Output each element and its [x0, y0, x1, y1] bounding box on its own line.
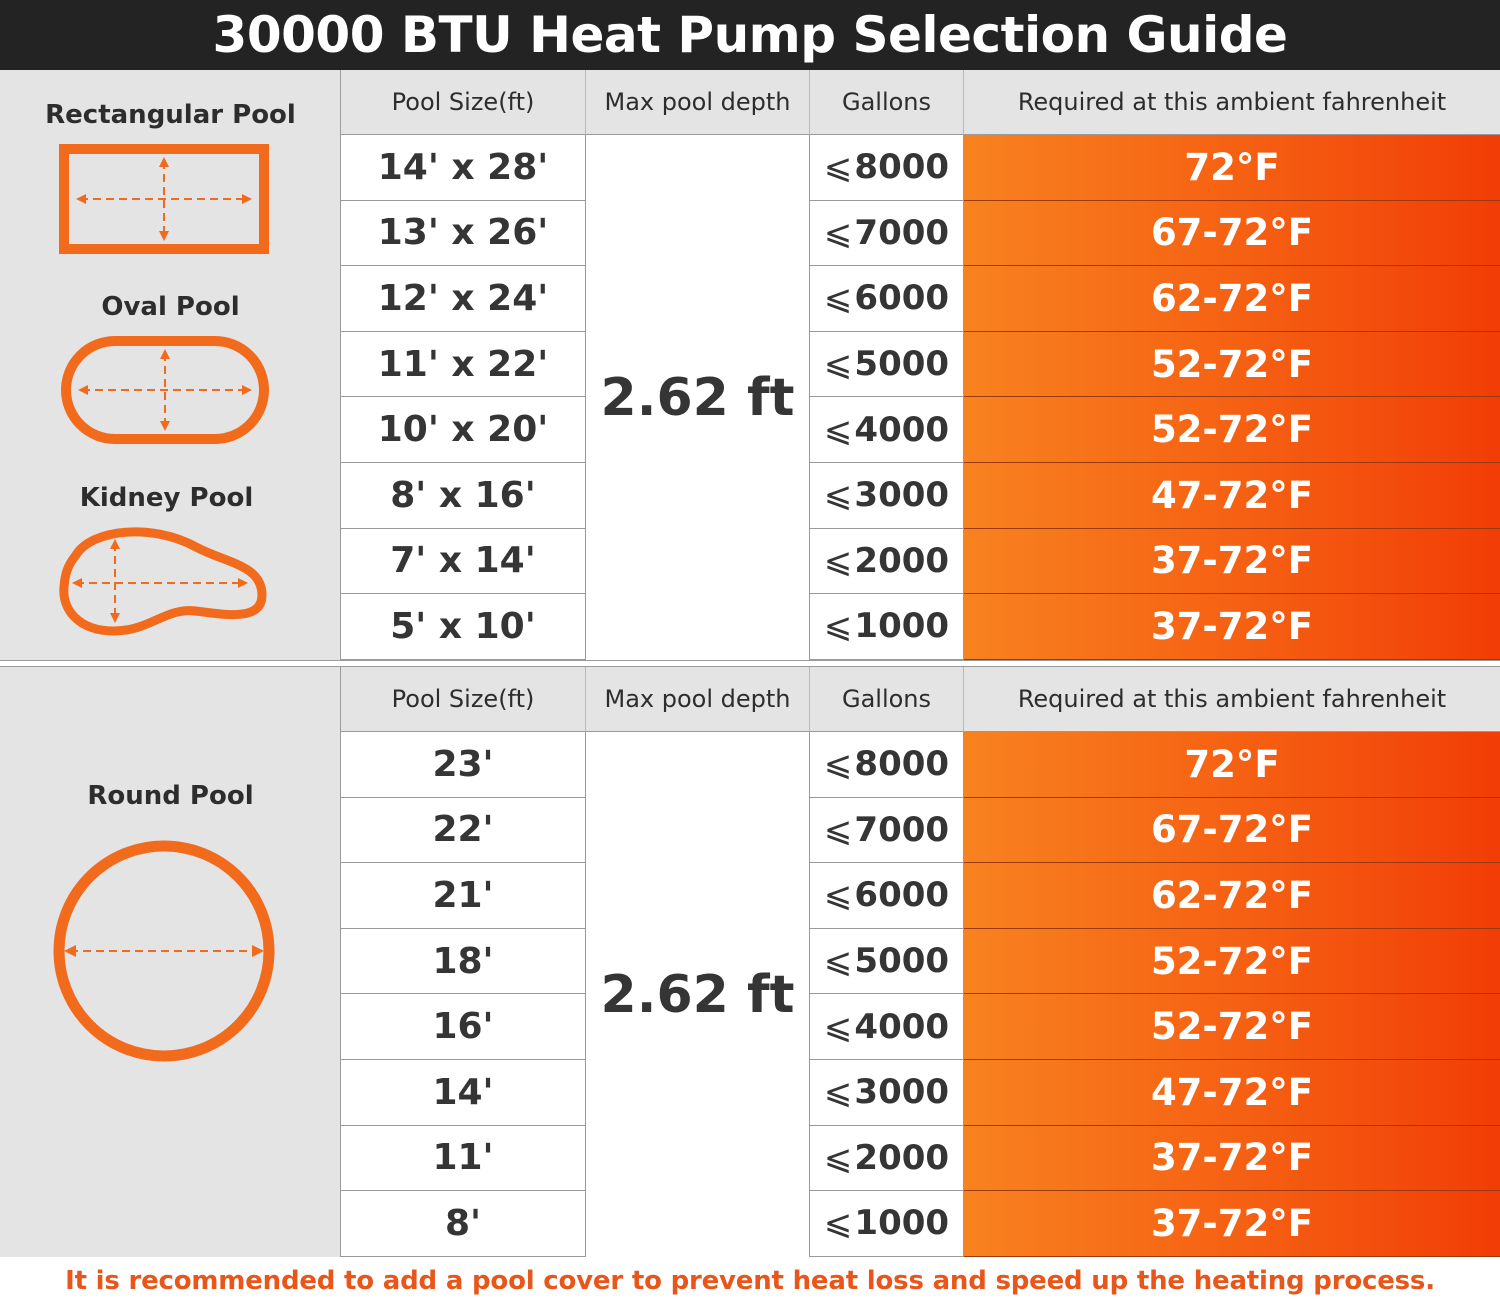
ambient-temp-cell: 52-72°F [964, 332, 1500, 398]
ambient-temp-cell: 47-72°F [964, 1060, 1500, 1126]
less-equal-symbol: ⩽ [823, 744, 853, 785]
ambient-temp-cell: 52-72°F [964, 397, 1500, 463]
less-equal-symbol: ⩽ [823, 409, 853, 450]
gallons-cell [810, 201, 964, 267]
header-pool-size: Pool Size(ft) [341, 667, 586, 732]
less-equal-symbol: ⩽ [823, 1137, 853, 1178]
gallons-cell [810, 332, 964, 398]
ambient-temp-cell: 47-72°F [964, 463, 1500, 529]
header-pool-size: Pool Size(ft) [341, 70, 586, 135]
ambient-temp-cell: 37-72°F [964, 1191, 1500, 1257]
ambient-temp-cell: 52-72°F [964, 929, 1500, 995]
gallons-value: 8000 [854, 744, 950, 785]
less-equal-symbol: ⩽ [823, 875, 853, 916]
gallons-cell [810, 732, 964, 798]
pool-size-cell: 14' x 28' [341, 135, 586, 201]
header-gallons: Gallons [810, 70, 964, 135]
gallons-cell [810, 1191, 964, 1257]
max-depth-value: 2.62 ft [586, 135, 810, 660]
ambient-temp-cell: 62-72°F [964, 266, 1500, 332]
ambient-temp-cell: 62-72°F [964, 863, 1500, 929]
oval-pool-icon [60, 335, 270, 445]
gallons-value: 8000 [854, 147, 950, 188]
less-equal-symbol: ⩽ [823, 1006, 853, 1047]
ambient-temp-cell: 67-72°F [964, 798, 1500, 864]
ambient-temp-cell: 72°F [964, 135, 1500, 201]
less-equal-symbol: ⩽ [823, 941, 853, 982]
gallons-value: 4000 [854, 409, 950, 450]
gallons-value: 7000 [854, 809, 950, 850]
gallons-value: 5000 [854, 344, 950, 385]
shape-label-oval: Oval Pool [101, 292, 240, 322]
gallons-cell [810, 1126, 964, 1192]
gallons-cell [810, 463, 964, 529]
gallons-value: 1000 [854, 606, 950, 647]
pool-size-cell: 14' [341, 1060, 586, 1126]
pool-size-cell: 18' [341, 929, 586, 995]
less-equal-symbol: ⩽ [823, 1203, 853, 1244]
section-round [0, 667, 1500, 1257]
gallons-cell [810, 135, 964, 201]
less-equal-symbol: ⩽ [823, 147, 853, 188]
ambient-temp-cell: 72°F [964, 732, 1500, 798]
pool-size-cell: 8' [341, 1191, 586, 1257]
max-depth-value: 2.62 ft [586, 732, 810, 1257]
gallons-value: 6000 [854, 278, 950, 319]
gallons-value: 3000 [854, 1072, 950, 1113]
gallons-value: 7000 [854, 212, 950, 253]
ambient-temp-cell: 37-72°F [964, 594, 1500, 660]
gallons-value: 1000 [854, 1203, 950, 1244]
gallons-cell [810, 863, 964, 929]
pool-size-cell: 21' [341, 863, 586, 929]
header-gallons: Gallons [810, 667, 964, 732]
gallons-value: 6000 [854, 875, 950, 916]
pool-size-cell: 16' [341, 994, 586, 1060]
gallons-cell [810, 594, 964, 660]
less-equal-symbol: ⩽ [823, 344, 853, 385]
pool-shapes-panel [0, 70, 341, 660]
page-title: 30000 BTU Heat Pump Selection Guide [0, 0, 1500, 70]
less-equal-symbol: ⩽ [823, 809, 853, 850]
pool-size-cell: 13' x 26' [341, 201, 586, 267]
gallons-value: 2000 [854, 1137, 950, 1178]
section-rect-oval-kidney [0, 70, 1500, 660]
pool-size-cell: 22' [341, 798, 586, 864]
shape-label-kidney: Kidney Pool [79, 483, 254, 513]
ambient-temp-cell: 67-72°F [964, 201, 1500, 267]
ambient-temp-cell: 37-72°F [964, 1126, 1500, 1192]
gallons-cell [810, 397, 964, 463]
gallons-cell [810, 994, 964, 1060]
gallons-value: 3000 [854, 475, 950, 516]
gallons-value: 5000 [854, 941, 950, 982]
pool-shapes-panel [0, 667, 341, 1257]
pool-size-cell: 10' x 20' [341, 397, 586, 463]
gallons-value: 4000 [854, 1006, 950, 1047]
ambient-temp-cell: 52-72°F [964, 994, 1500, 1060]
section-divider [0, 660, 1500, 667]
pool-size-cell: 11' [341, 1126, 586, 1192]
header-max-depth: Max pool depth [586, 70, 810, 135]
pool-size-cell: 5' x 10' [341, 594, 586, 660]
gallons-cell [810, 798, 964, 864]
gallons-cell [810, 529, 964, 595]
shape-label-round: Round Pool [87, 781, 254, 811]
gallons-cell [810, 1060, 964, 1126]
pool-size-cell: 8' x 16' [341, 463, 586, 529]
gallons-cell [810, 266, 964, 332]
less-equal-symbol: ⩽ [823, 278, 853, 319]
pool-size-cell: 7' x 14' [341, 529, 586, 595]
less-equal-symbol: ⩽ [823, 212, 853, 253]
gallons-value: 2000 [854, 540, 950, 581]
shape-label-rectangular: Rectangular Pool [45, 100, 296, 130]
header-max-depth: Max pool depth [586, 667, 810, 732]
header-ambient-temp: Required at this ambient fahrenheit [964, 70, 1500, 135]
kidney-pool-icon [56, 525, 270, 637]
less-equal-symbol: ⩽ [823, 475, 853, 516]
pool-size-cell: 23' [341, 732, 586, 798]
round-pool-icon [50, 837, 278, 1065]
gallons-cell [810, 929, 964, 995]
less-equal-symbol: ⩽ [823, 606, 853, 647]
less-equal-symbol: ⩽ [823, 540, 853, 581]
less-equal-symbol: ⩽ [823, 1072, 853, 1113]
rectangle-pool-icon [58, 143, 270, 255]
header-ambient-temp: Required at this ambient fahrenheit [964, 667, 1500, 732]
ambient-temp-cell: 37-72°F [964, 529, 1500, 595]
pool-size-cell: 12' x 24' [341, 266, 586, 332]
pool-size-cell: 11' x 22' [341, 332, 586, 398]
footer-note: It is recommended to add a pool cover to prevent heat loss and speed up the heating process. [65, 1265, 1435, 1296]
